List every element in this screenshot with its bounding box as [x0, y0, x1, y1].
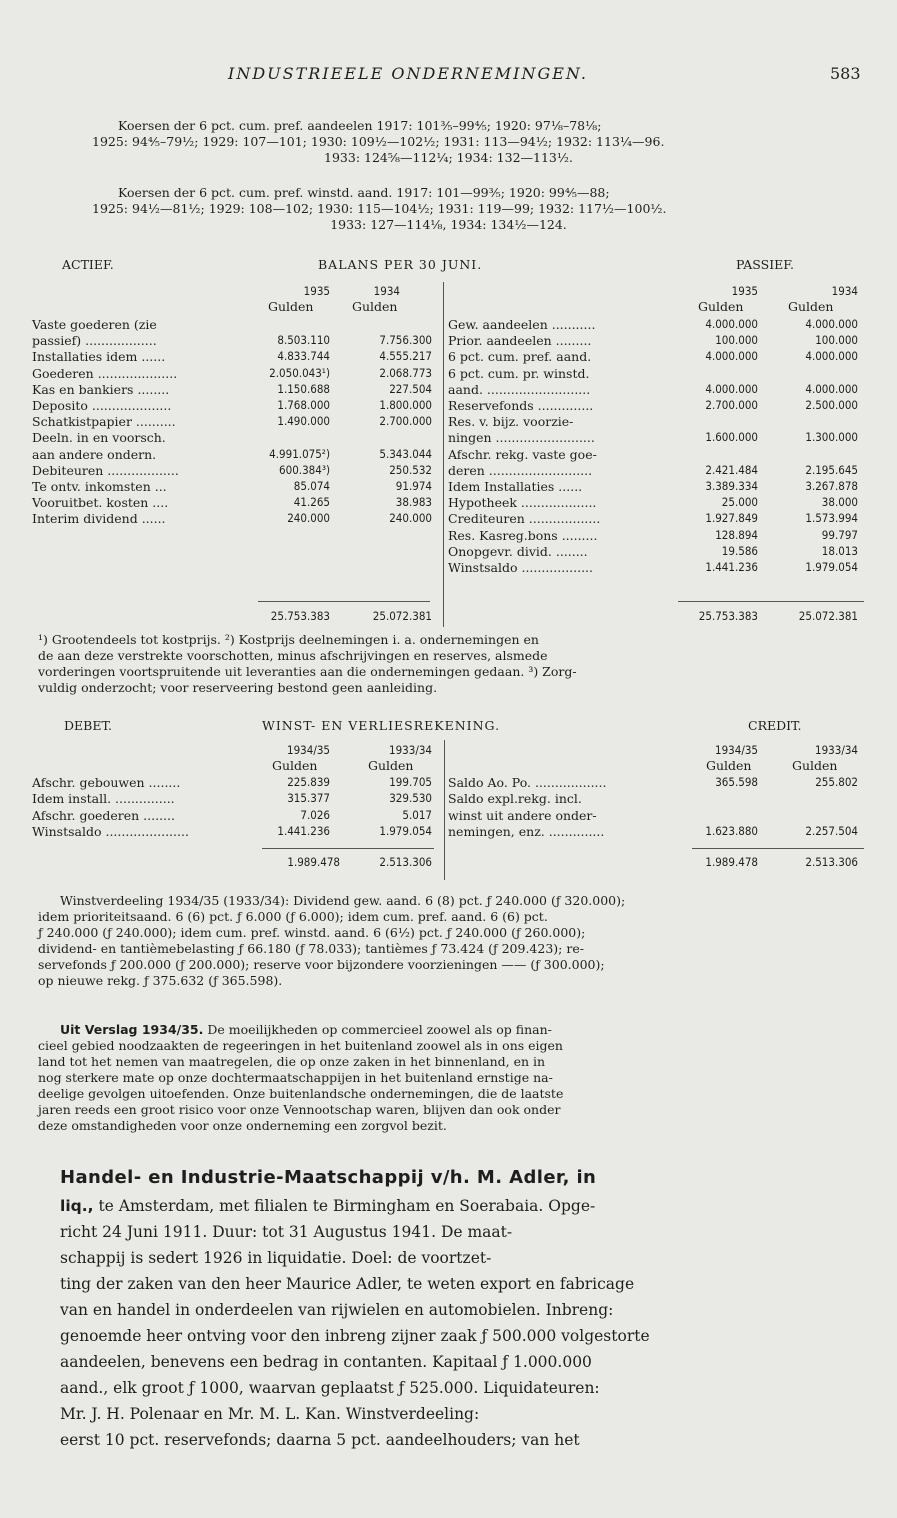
liability-row-value-2: 100.000 — [815, 333, 858, 348]
liability-row-value-1: 1.600.000 — [705, 430, 758, 445]
asset-row-value-2: 240.000 — [389, 511, 432, 526]
winst-quotes-line3: 1933: 127—114⅛, 1934: 134½—124. — [330, 217, 567, 232]
balance-year-left-2: 1934 — [373, 284, 400, 298]
debit-row-value-2: 5.017 — [402, 807, 432, 822]
debit-row-label: Idem install. ............... — [32, 791, 175, 807]
asset-row-value-2: 1.800.000 — [379, 398, 432, 412]
liability-row-label: Idem Installaties ...... — [448, 479, 583, 494]
credit-label: CREDIT. — [748, 718, 802, 733]
asset-row-label: Installaties idem ...... — [32, 349, 166, 365]
liability-row-label: Prior. aandeelen ......... — [448, 333, 592, 349]
liability-row-value-2: 2.195.645 — [805, 462, 858, 477]
asset-row-value-1: 4.833.744 — [277, 349, 330, 364]
balance-total-right-2: 25.072.381 — [798, 609, 858, 623]
asset-row-value-2: 7.756.300 — [379, 333, 432, 348]
asset-row-value-1: 1.768.000 — [277, 398, 330, 412]
report-line6: jaren reeds een groot risico voor onze Vennootschap waren, blijven dan ook onder — [38, 1102, 561, 1117]
asset-row-label: Deeln. in en voorsch. — [32, 430, 166, 446]
pnl-total-left-1: 1.989.478 — [287, 855, 340, 869]
liability-row-value-2: 3.267.878 — [805, 479, 858, 493]
liability-row-value-2: 2.500.000 — [805, 398, 858, 412]
liability-row-value-1: 25.000 — [721, 495, 758, 510]
asset-row-value-1: 8.503.110 — [277, 333, 330, 348]
liability-row-value-1: 4.000.000 — [705, 317, 758, 331]
credit-row-label: Saldo expl.rekg. incl. — [448, 791, 582, 807]
report-line2: cieel gebied noodzaakten de regeeringen in het buitenland zoowel als in ons eigen — [38, 1038, 563, 1053]
liability-row-value-1: 1.441.236 — [705, 560, 758, 574]
liability-row-label: Onopgevr. divid. ........ — [448, 543, 588, 559]
pnl-total-rule-right — [692, 848, 864, 849]
asset-row-label: passief) .................. — [32, 333, 157, 349]
asset-row-value-1: 240.000 — [287, 511, 330, 526]
debit-row-value-1: 1.441.236 — [277, 824, 330, 839]
pref-quotes-line2: 1925: 94⅘–79½; 1929: 107—101; 1930: 109½—102½; 1931: 113—94½; 1932: 113¼—96. — [92, 134, 665, 149]
winst-quotes-line2: 1925: 94½—81½; 1929: 108—102; 1930: 115—104½; 1931: 119—99; 1932: 117½—100½. — [92, 201, 667, 216]
report-line1-text: De moeilijkheden op commercieel zoowel als op finan- — [207, 1022, 552, 1037]
liability-row-value-1: 4.000.000 — [705, 349, 758, 364]
report-line7: deze omstandigheden voor onze onderneming een zorgvol bezit. — [38, 1118, 447, 1133]
debit-row-label: Afschr. goederen ........ — [32, 807, 175, 823]
company-name: Handel- en Industrie-Maatschappij v/h. M. Adler, in — [60, 1167, 597, 1188]
balance-total-left-1: 25.753.383 — [270, 609, 330, 623]
company-line5: van en handel in onderdeelen van rijwielen en automobielen. Inbreng: — [60, 1301, 614, 1319]
distribution-line2: idem prioriteitsaand. 6 (6) pct. ƒ 6.000 (ƒ 6.000); idem cum. pref. aand. 6 (6) pct. — [38, 909, 548, 924]
balance-year-left-1: 1935 — [303, 284, 330, 298]
debet-label: DEBET. — [64, 718, 112, 733]
credit-row-value-1: 1.623.880 — [705, 824, 758, 839]
balance-year-right-1: 1935 — [731, 284, 758, 298]
pnl-year-left-2: 1933/34 — [389, 743, 432, 757]
liability-row-value-2: 4.000.000 — [805, 349, 858, 364]
debit-row-value-1: 315.377 — [287, 791, 330, 806]
liability-row-label: aand. .......................... — [448, 381, 591, 397]
liability-row-label: ningen ......................... — [448, 430, 595, 446]
debit-row-value-2: 1.979.054 — [379, 824, 432, 839]
pref-quotes-line1: Koersen der 6 pct. cum. pref. aandeelen 1917: 101⅗–99⅘; 1920: 97⅛–78⅛; — [118, 118, 602, 133]
asset-row-label: Te ontv. inkomsten ... — [32, 479, 167, 494]
liability-row-label: Reservefonds .............. — [448, 398, 594, 413]
balance-unit-right-1: Gulden — [698, 299, 744, 314]
debit-row-value-2: 199.705 — [389, 775, 432, 789]
pnl-title: WINST- EN VERLIESREKENING. — [262, 718, 501, 733]
balance-total-left-2: 25.072.381 — [372, 609, 432, 623]
liability-row-value-2: 18.013 — [821, 543, 858, 558]
liability-row-value-2: 1.573.994 — [805, 511, 858, 526]
asset-row-value-1: 2.050.043¹) — [269, 365, 330, 380]
balance-total-rule-left — [258, 601, 430, 602]
company-line2: richt 24 Juni 1911. Duur: tot 31 Augustus 1941. De maat- — [60, 1223, 513, 1241]
distribution-line1: Winstverdeeling 1934/35 (1933/34): Dividend gew. aand. 6 (8) pct. ƒ 240.000 (ƒ 320.000); — [60, 893, 626, 908]
pnl-year-right-2: 1933/34 — [815, 743, 858, 757]
asset-row-label: Vaste goederen (zie — [32, 317, 157, 332]
balance-title: BALANS PER 30 JUNI. — [318, 257, 483, 272]
liability-row-value-2: 38.000 — [821, 495, 858, 510]
asset-row-value-2: 91.974 — [395, 479, 432, 493]
winst-quotes-line1: Koersen der 6 pct. cum. pref. winstd. aand. 1917: 101—99⅗; 1920: 99⅘—88; — [118, 185, 610, 200]
asset-row-label: Interim dividend ...... — [32, 511, 166, 527]
asset-row-label: Vooruitbet. kosten .... — [32, 495, 169, 511]
report-line5: deelige gevolgen uitoefenden. Onze buitenlandsche ondernemingen, die de laatste — [38, 1086, 564, 1101]
asset-row-label: Deposito .................... — [32, 398, 172, 413]
liability-row-value-1: 19.586 — [721, 543, 758, 558]
asset-row-label: aan andere ondern. — [32, 446, 157, 462]
asset-row-value-2: 2.700.000 — [379, 414, 432, 429]
footnote-line2: de aan deze verstrekte voorschotten, minus afschrijvingen en reserves, alsmede — [38, 648, 548, 663]
liability-row-value-1: 100.000 — [715, 333, 758, 348]
report-line1 — [60, 1022, 862, 1037]
asset-row-value-2: 4.555.217 — [379, 349, 432, 364]
liability-row-value-2: 4.000.000 — [805, 317, 858, 331]
liability-row-value-2: 99.797 — [821, 527, 858, 542]
credit-row-value-1: 365.598 — [715, 775, 758, 789]
footnote-line1: ¹) Grootendeels tot kostprijs. ²) Kostprijs deelnemingen i. a. ondernemingen en — [38, 632, 539, 647]
asset-row-value-1: 600.384³) — [279, 462, 330, 477]
debit-row-value-1: 225.839 — [287, 775, 330, 789]
pnl-total-left-2: 2.513.306 — [379, 855, 432, 869]
debit-row-label: Winstsaldo ..................... — [32, 824, 189, 840]
company-line9: Mr. J. H. Polenaar en Mr. M. L. Kan. Winstverdeeling: — [60, 1405, 480, 1423]
liability-row-value-2: 4.000.000 — [805, 381, 858, 396]
asset-row-value-2: 2.068.773 — [379, 365, 432, 380]
balance-total-rule-right — [678, 601, 864, 602]
balance-divider — [443, 282, 444, 627]
liability-row-label: Res. v. bijz. voorzie- — [448, 414, 574, 430]
asset-row-label: Kas en bankiers ........ — [32, 381, 170, 397]
pnl-total-right-1: 1.989.478 — [705, 855, 758, 869]
asset-row-label: Goederen .................... — [32, 365, 178, 381]
liability-row-value-1: 128.894 — [715, 527, 758, 542]
distribution-line3: ƒ 240.000 (ƒ 240.000); idem cum. pref. winstd. aand. 6 (6½) pct. ƒ 240.000 (ƒ 260.000); — [38, 925, 586, 940]
liability-row-label: Gew. aandeelen ........... — [448, 317, 596, 332]
distribution-line6: op nieuwe rekg. ƒ 375.632 (ƒ 365.598). — [38, 973, 283, 988]
company-liq: liq., — [60, 1197, 94, 1215]
asset-row-value-2: 38.983 — [395, 495, 432, 510]
pnl-year-right-1: 1934/35 — [715, 743, 758, 757]
asset-row-label: Schatkistpapier .......... — [32, 414, 176, 430]
asset-row-value-2: 227.504 — [389, 381, 432, 396]
liability-row-label: Hypotheek ................... — [448, 495, 597, 511]
liability-row-value-1: 2.700.000 — [705, 398, 758, 412]
passief-label: PASSIEF. — [736, 257, 794, 272]
asset-row-label: Debiteuren .................. — [32, 462, 179, 478]
liability-row-label: 6 pct. cum. pr. winstd. — [448, 365, 590, 381]
asset-row-value-1: 85.074 — [293, 479, 330, 493]
credit-row-label: nemingen, enz. .............. — [448, 824, 605, 840]
company-line1 — [60, 1197, 862, 1215]
debit-row-label: Afschr. gebouwen ........ — [32, 775, 181, 790]
page-number: 583 — [830, 64, 861, 83]
credit-row-value-2: 2.257.504 — [805, 824, 858, 839]
pnl-unit-left-2: Gulden — [368, 758, 414, 773]
asset-row-value-1: 1.150.688 — [277, 381, 330, 396]
asset-row-value-1: 4.991.075²) — [269, 446, 330, 461]
liability-row-value-1: 2.421.484 — [705, 462, 758, 477]
pnl-total-right-2: 2.513.306 — [805, 855, 858, 869]
liability-row-label: Afschr. rekg. vaste goe- — [448, 446, 597, 462]
asset-row-value-2: 5.343.044 — [379, 446, 432, 461]
pnl-total-rule-left — [262, 848, 434, 849]
liability-row-value-1: 1.927.849 — [705, 511, 758, 526]
company-line4: ting der zaken van den heer Maurice Adler, te weten export en fabricage — [60, 1275, 635, 1293]
report-line3: land tot het nemen van maatregelen, die op onze zaken in het binnenland, en in — [38, 1054, 546, 1069]
balance-unit-right-2: Gulden — [788, 299, 834, 314]
report-heading: Uit Verslag 1934/35. — [60, 1022, 204, 1037]
company-line10: eerst 10 pct. reservefonds; daarna 5 pct. aandeelhouders; van het — [60, 1431, 580, 1449]
actief-label: ACTIEF. — [62, 257, 114, 272]
credit-row-label: Saldo Ao. Po. .................. — [448, 775, 607, 790]
liability-row-label: deren .......................... — [448, 462, 593, 478]
liability-row-label: Res. Kasreg.bons ......... — [448, 527, 598, 543]
pnl-divider — [444, 740, 445, 880]
liability-row-value-2: 1.979.054 — [805, 560, 858, 574]
company-line7: aandeelen, benevens een bedrag in contanten. Kapitaal ƒ 1.000.000 — [60, 1353, 592, 1371]
report-line4: nog sterkere mate op onze dochtermaatschappijen in het buitenland ernstige na- — [38, 1070, 553, 1085]
company-line6: genoemde heer ontving voor den inbreng zijner zaak ƒ 500.000 volgestorte — [60, 1327, 650, 1345]
pnl-year-left-1: 1934/35 — [287, 743, 330, 757]
balance-unit-left-2: Gulden — [352, 299, 398, 314]
liability-row-label: Winstsaldo .................. — [448, 560, 594, 575]
debit-row-value-1: 7.026 — [300, 807, 330, 822]
footnote-line4: vuldig onderzocht; voor reserveering bestond geen aanleiding. — [38, 680, 438, 695]
asset-row-value-1: 1.490.000 — [277, 414, 330, 429]
liability-row-value-1: 3.389.334 — [705, 479, 758, 493]
running-title: INDUSTRIEELE ONDERNEMINGEN. — [228, 64, 588, 83]
company-line3: schappij is sedert 1926 in liquidatie. Doel: de voortzet- — [60, 1249, 492, 1267]
credit-row-value-2: 255.802 — [815, 775, 858, 789]
credit-row-label: winst uit andere onder- — [448, 807, 597, 823]
liability-row-label: Crediteuren .................. — [448, 511, 601, 527]
balance-unit-left-1: Gulden — [268, 299, 314, 314]
distribution-line4: dividend- en tantièmebelasting ƒ 66.180 (ƒ 78.033); tantièmes ƒ 73.424 (ƒ 209.423); re- — [38, 941, 584, 956]
asset-row-value-2: 250.532 — [389, 462, 432, 477]
liability-row-value-1: 4.000.000 — [705, 381, 758, 396]
liability-row-value-2: 1.300.000 — [805, 430, 858, 445]
pnl-unit-left-1: Gulden — [272, 758, 318, 773]
asset-row-value-1: 41.265 — [293, 495, 330, 510]
liability-row-label: 6 pct. cum. pref. aand. — [448, 349, 592, 365]
balance-total-right-1: 25.753.383 — [698, 609, 758, 623]
company-line8: aand., elk groot ƒ 1000, waarvan geplaatst ƒ 525.000. Liquidateuren: — [60, 1379, 600, 1397]
balance-year-right-2: 1934 — [831, 284, 858, 298]
company-line1-text: te Amsterdam, met filialen te Birmingham en Soerabaia. Opge- — [98, 1197, 596, 1215]
debit-row-value-2: 329.530 — [389, 791, 432, 806]
distribution-line5: servefonds ƒ 200.000 (ƒ 200.000); reserve voor bijzondere voorzieningen —— (ƒ 300.000); — [38, 957, 605, 972]
footnote-line3: vorderingen voortspruitende uit leveranties aan die ondernemingen gedaan. ³) Zorg- — [38, 664, 577, 679]
pnl-unit-right-1: Gulden — [706, 758, 752, 773]
pnl-unit-right-2: Gulden — [792, 758, 838, 773]
pref-quotes-line3: 1933: 124⅝—112¼; 1934: 132—113½. — [324, 150, 573, 165]
